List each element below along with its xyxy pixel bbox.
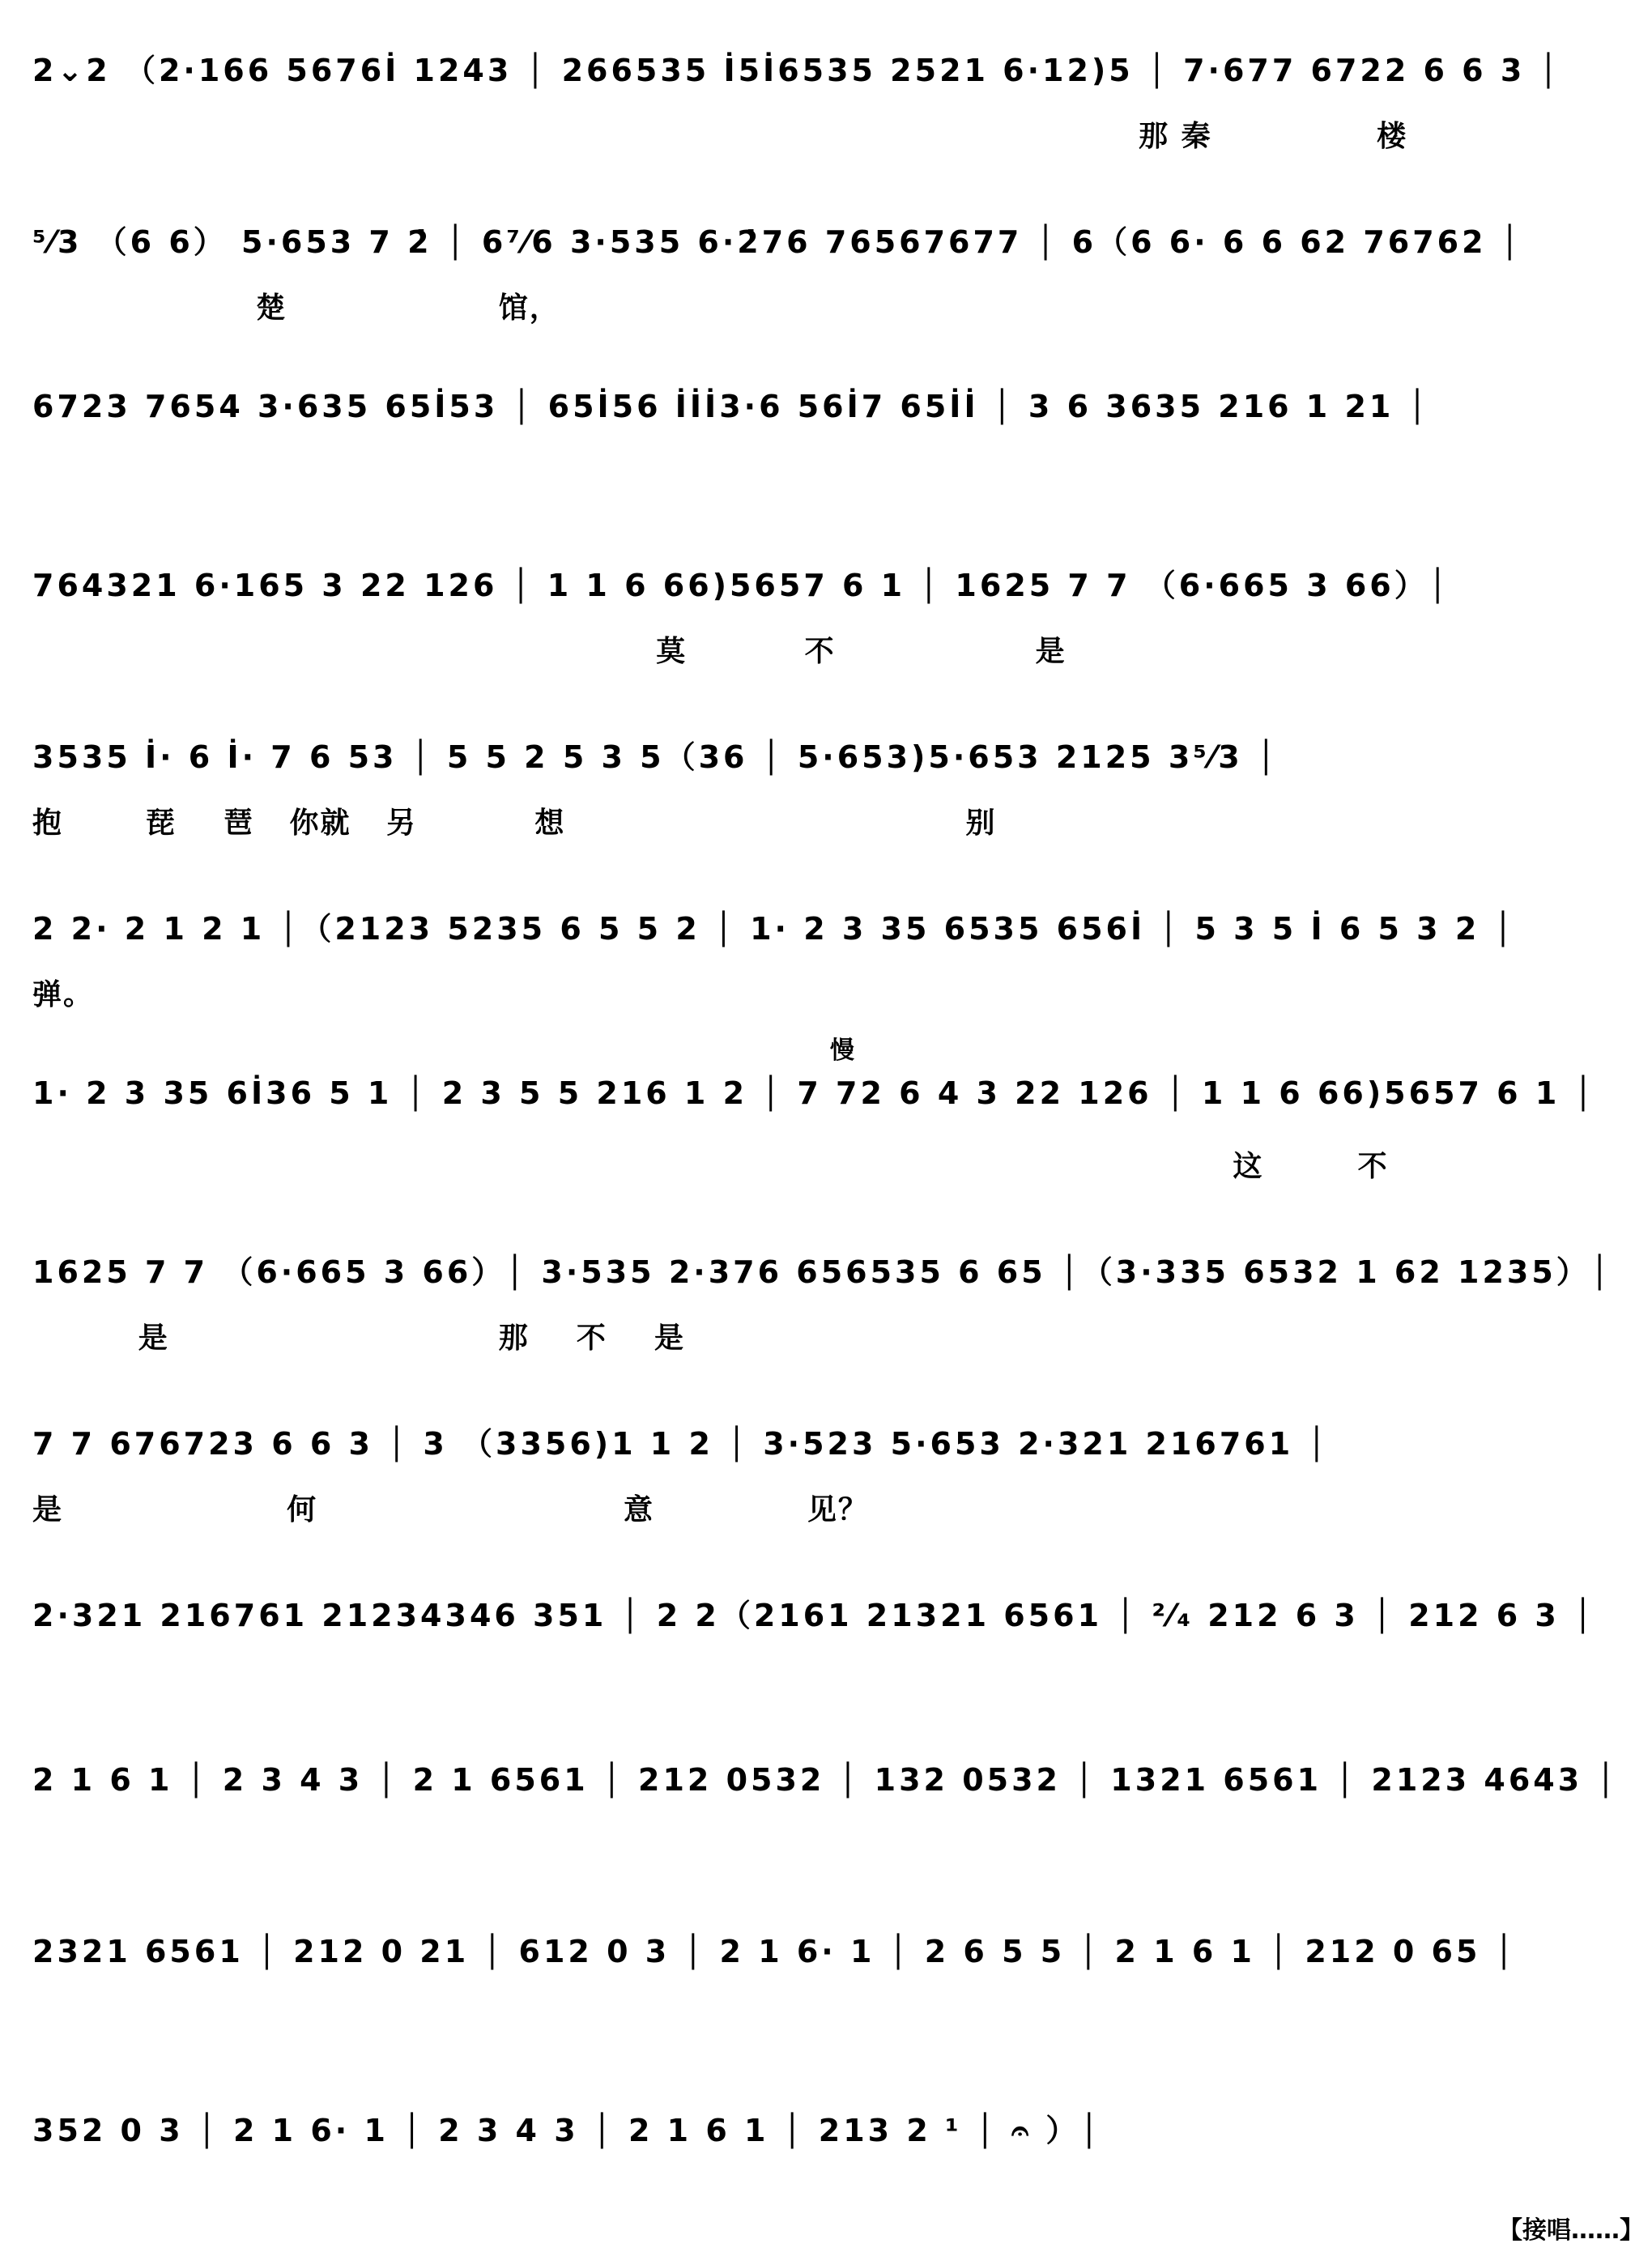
- notation-line: 2·321 216761 21234346 351 │ 2 2（2161 21321 6561 │ ²⁄₄ 212 6 3 │ 212 6 3 │: [32, 1598, 1595, 1633]
- notation-line: 3535 İ· 6 İ· 7 6 53 │ 5 5 2 5 3 5（36 │ 5·653)5·653 2125 3⁵⁄3 │: [32, 739, 1279, 775]
- notation-line: 1625 7 7 （6·665 3 66）│ 3·535 2·376 656535 6 65 │（3·335 6532 1 62 1235）│: [32, 1254, 1612, 1290]
- score-system-13: [32, 2060, 1628, 2232]
- lyrics-line: 弹。: [32, 978, 95, 1011]
- notation-line: 1· 2 3 35 6İ36 5 1 │ 2 3 5 5 216 1 2 │ 7 72 6 4 3 22 126 │ 1 1 6 66)5657 6 1 │: [32, 1075, 1596, 1111]
- score-system-7: [32, 1030, 1628, 1202]
- score-system-11: [32, 1717, 1628, 1888]
- lyrics-line: 那 秦 楼: [32, 120, 1408, 153]
- score-system-10: [32, 1545, 1628, 1717]
- score-system-3: [32, 343, 1628, 515]
- score-system-8: [32, 1202, 1628, 1373]
- lyrics-line: 抱 琵 琶 你就 另 想 别: [32, 807, 997, 840]
- notation-line: 352 0 3 │ 2 1 6· 1 │ 2 3 4 3 │ 2 1 6 1 │ 213 2 ¹ │ 𝄐 ）│: [32, 2113, 1102, 2148]
- notation-line: 7 7 676723 6 6 3 │ 3 （3356)1 1 2 │ 3·523 5·653 2·321 216761 │: [32, 1426, 1330, 1462]
- score-sheet: [32, 0, 1628, 2232]
- lyrics-line: 是 何 意 见？: [32, 1493, 869, 1526]
- lyrics-line: 楚 馆，: [32, 292, 560, 325]
- score-system-4: [32, 515, 1628, 687]
- score-system-5: [32, 687, 1628, 858]
- tempo-marking: 慢: [830, 1037, 854, 1065]
- lyrics-line: 莫 不 是: [32, 635, 1067, 668]
- notation-line: 2 1 6 1 │ 2 3 4 3 │ 2 1 6561 │ 212 0532 │ 132 0532 │ 1321 6561 │ 2123 4643 │: [32, 1762, 1619, 1798]
- score-system-6: [32, 858, 1628, 1030]
- notation-line: 6723 7654 3·635 65İ53 │ 65İ56 İİİ3·6 56İ7 65İİ │ 3 6 3635 216 1 21 │: [32, 389, 1430, 424]
- notation-line: 2⌄2 （2·166 5676İ 1243 │ 266535 İ5İ6535 2521 6·12)5 │ 7·677 6722 6 6 3 │: [32, 53, 1561, 88]
- notation-line: 2 2· 2 1 2 1 │（2123 5235 6 5 5 2 │ 1· 2 3 35 6535 656İ │ 5 3 5 İ 6 5 3 2 │: [32, 911, 1516, 947]
- notation-line: ⁵⁄3 （6 6） 5·653 7 2̇ │ 6⁷⁄6 3·535 6·2̇76 76567677 │ 6（6 6· 6 6 62 76762 │: [32, 224, 1522, 260]
- lyrics-line: 这 不: [32, 1150, 1389, 1183]
- lyrics-line: 是 那 不 是: [32, 1322, 685, 1355]
- continuation-mark: 【接唱……】: [1498, 2216, 1644, 2245]
- score-system-12: [32, 1888, 1628, 2060]
- score-system-1: [32, 0, 1628, 172]
- notation-line: 764321 6·165 3 22 126 │ 1 1 6 66)5657 6 1 │ 1625 7 7 （6·665 3 66）│: [32, 568, 1450, 603]
- score-system-2: [32, 172, 1628, 343]
- score-system-9: [32, 1373, 1628, 1545]
- notation-line: 2321 6561 │ 212 0 21 │ 612 0 3 │ 2 1 6· 1 │ 2 6 5 5 │ 2 1 6 1 │ 212 0 65 │: [32, 1934, 1517, 1969]
